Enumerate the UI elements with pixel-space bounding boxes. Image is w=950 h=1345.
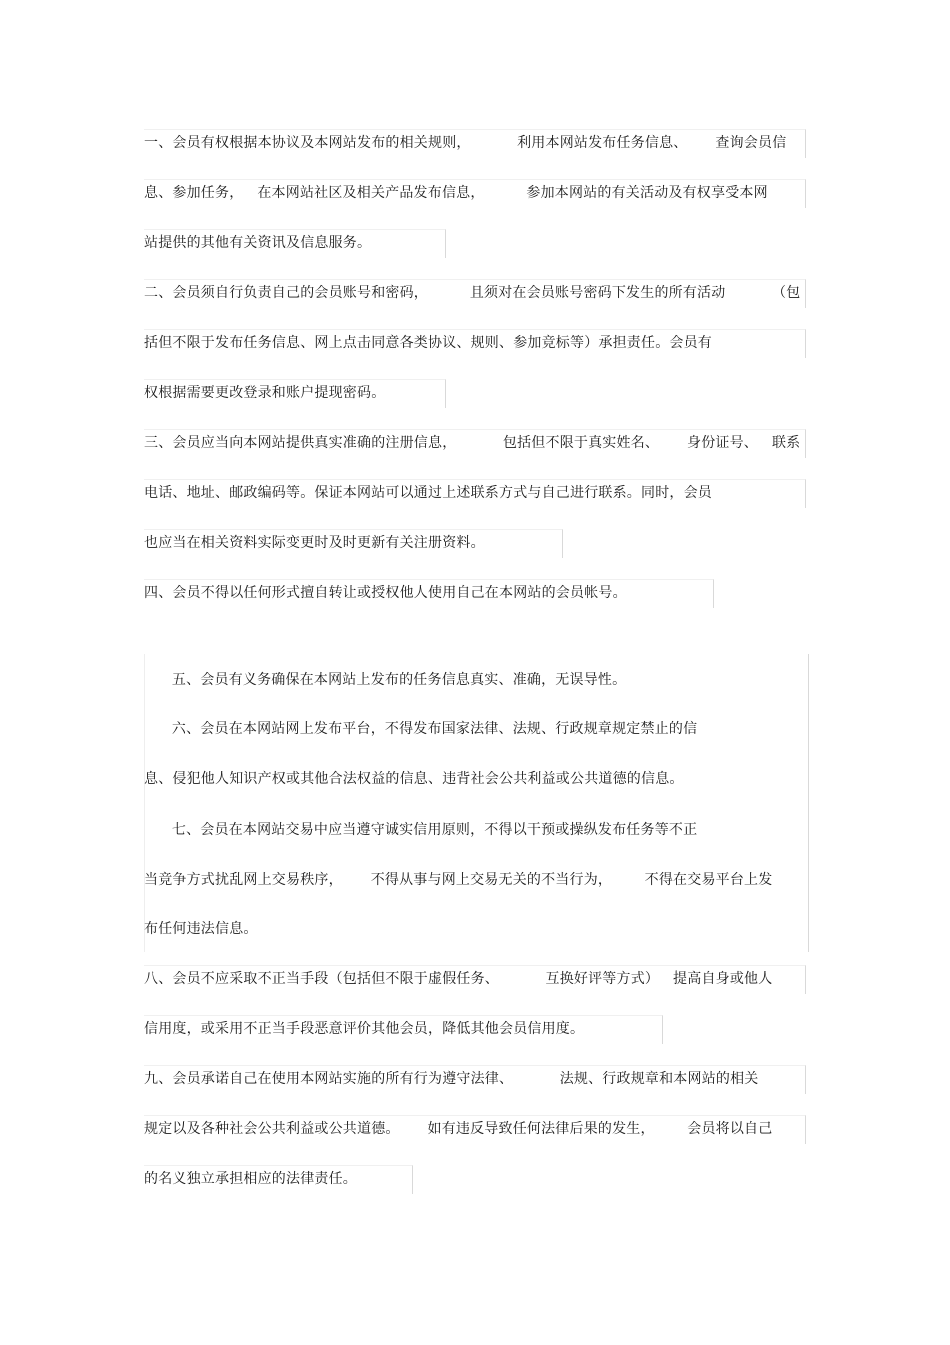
text-line: 六、会员在本网站网上发布平台，不得发布国家法律、法规、行政规章规定禁止的信 bbox=[144, 721, 698, 737]
text-line: 三、会员应当向本网站提供真实准确的注册信息， 包括但不限于真实姓名、 身份证号、 联系 bbox=[144, 435, 801, 451]
text-line: 四、会员不得以任何形式擅自转让或授权他人使用自己在本网站的会员帐号。 bbox=[144, 585, 627, 601]
text-line: 的名义独立承担相应的法律责任。 bbox=[144, 1171, 357, 1187]
text-line: 八、会员不应采取不正当手段（包括但不限于虚假任务、 互换好评等方式） 提高自身或他人 bbox=[144, 971, 773, 987]
section-box bbox=[144, 654, 809, 952]
text-line: 息、侵犯他人知识产权或其他合法权益的信息、违背社会公共利益或公共道德的信息。 bbox=[144, 771, 684, 787]
text-line: 规定以及各种社会公共利益或公共道德。 如有违反导致任何法律后果的发生， 会员将以自己 bbox=[144, 1121, 773, 1137]
text-line: 二、会员须自行负责自己的会员账号和密码， 且须对在会员账号密码下发生的所有活动 （包 bbox=[144, 285, 801, 301]
text-line: 九、会员承诺自己在使用本网站实施的所有行为遵守法律、 法规、行政规章和本网站的相关 bbox=[144, 1071, 759, 1087]
text-line: 息、参加任务， 在本网站社区及相关产品发布信息， 参加本网站的有关活动及有权享受本网 bbox=[144, 185, 768, 201]
text-line: 电话、地址、邮政编码等。保证本网站可以通过上述联系方式与自己进行联系。同时，会员 bbox=[144, 485, 712, 501]
text-line: 当竞争方式扰乱网上交易秩序， 不得从事与网上交易无关的不当行为， 不得在交易平台上发 bbox=[144, 872, 773, 888]
text-line: 五、会员有义务确保在本网站上发布的任务信息真实、准确，无误导性。 bbox=[144, 672, 627, 688]
text-line: 权根据需要更改登录和账户提现密码。 bbox=[144, 385, 386, 401]
text-line: 七、会员在本网站交易中应当遵守诚实信用原则，不得以干预或操纵发布任务等不正 bbox=[144, 822, 698, 838]
text-line: 也应当在相关资料实际变更时及时更新有关注册资料。 bbox=[144, 535, 485, 551]
text-line: 一、会员有权根据本协议及本网站发布的相关规则， 利用本网站发布任务信息、 查询会员信 bbox=[144, 135, 787, 151]
text-line: 站提供的其他有关资讯及信息服务。 bbox=[144, 235, 372, 251]
text-line: 布任何违法信息。 bbox=[144, 921, 258, 937]
text-line: 信用度，或采用不正当手段恶意评价其他会员，降低其他会员信用度。 bbox=[144, 1021, 585, 1037]
text-line: 括但不限于发布任务信息、网上点击同意各类协议、规则、参加竞标等）承担责任。会员有 bbox=[144, 335, 712, 351]
